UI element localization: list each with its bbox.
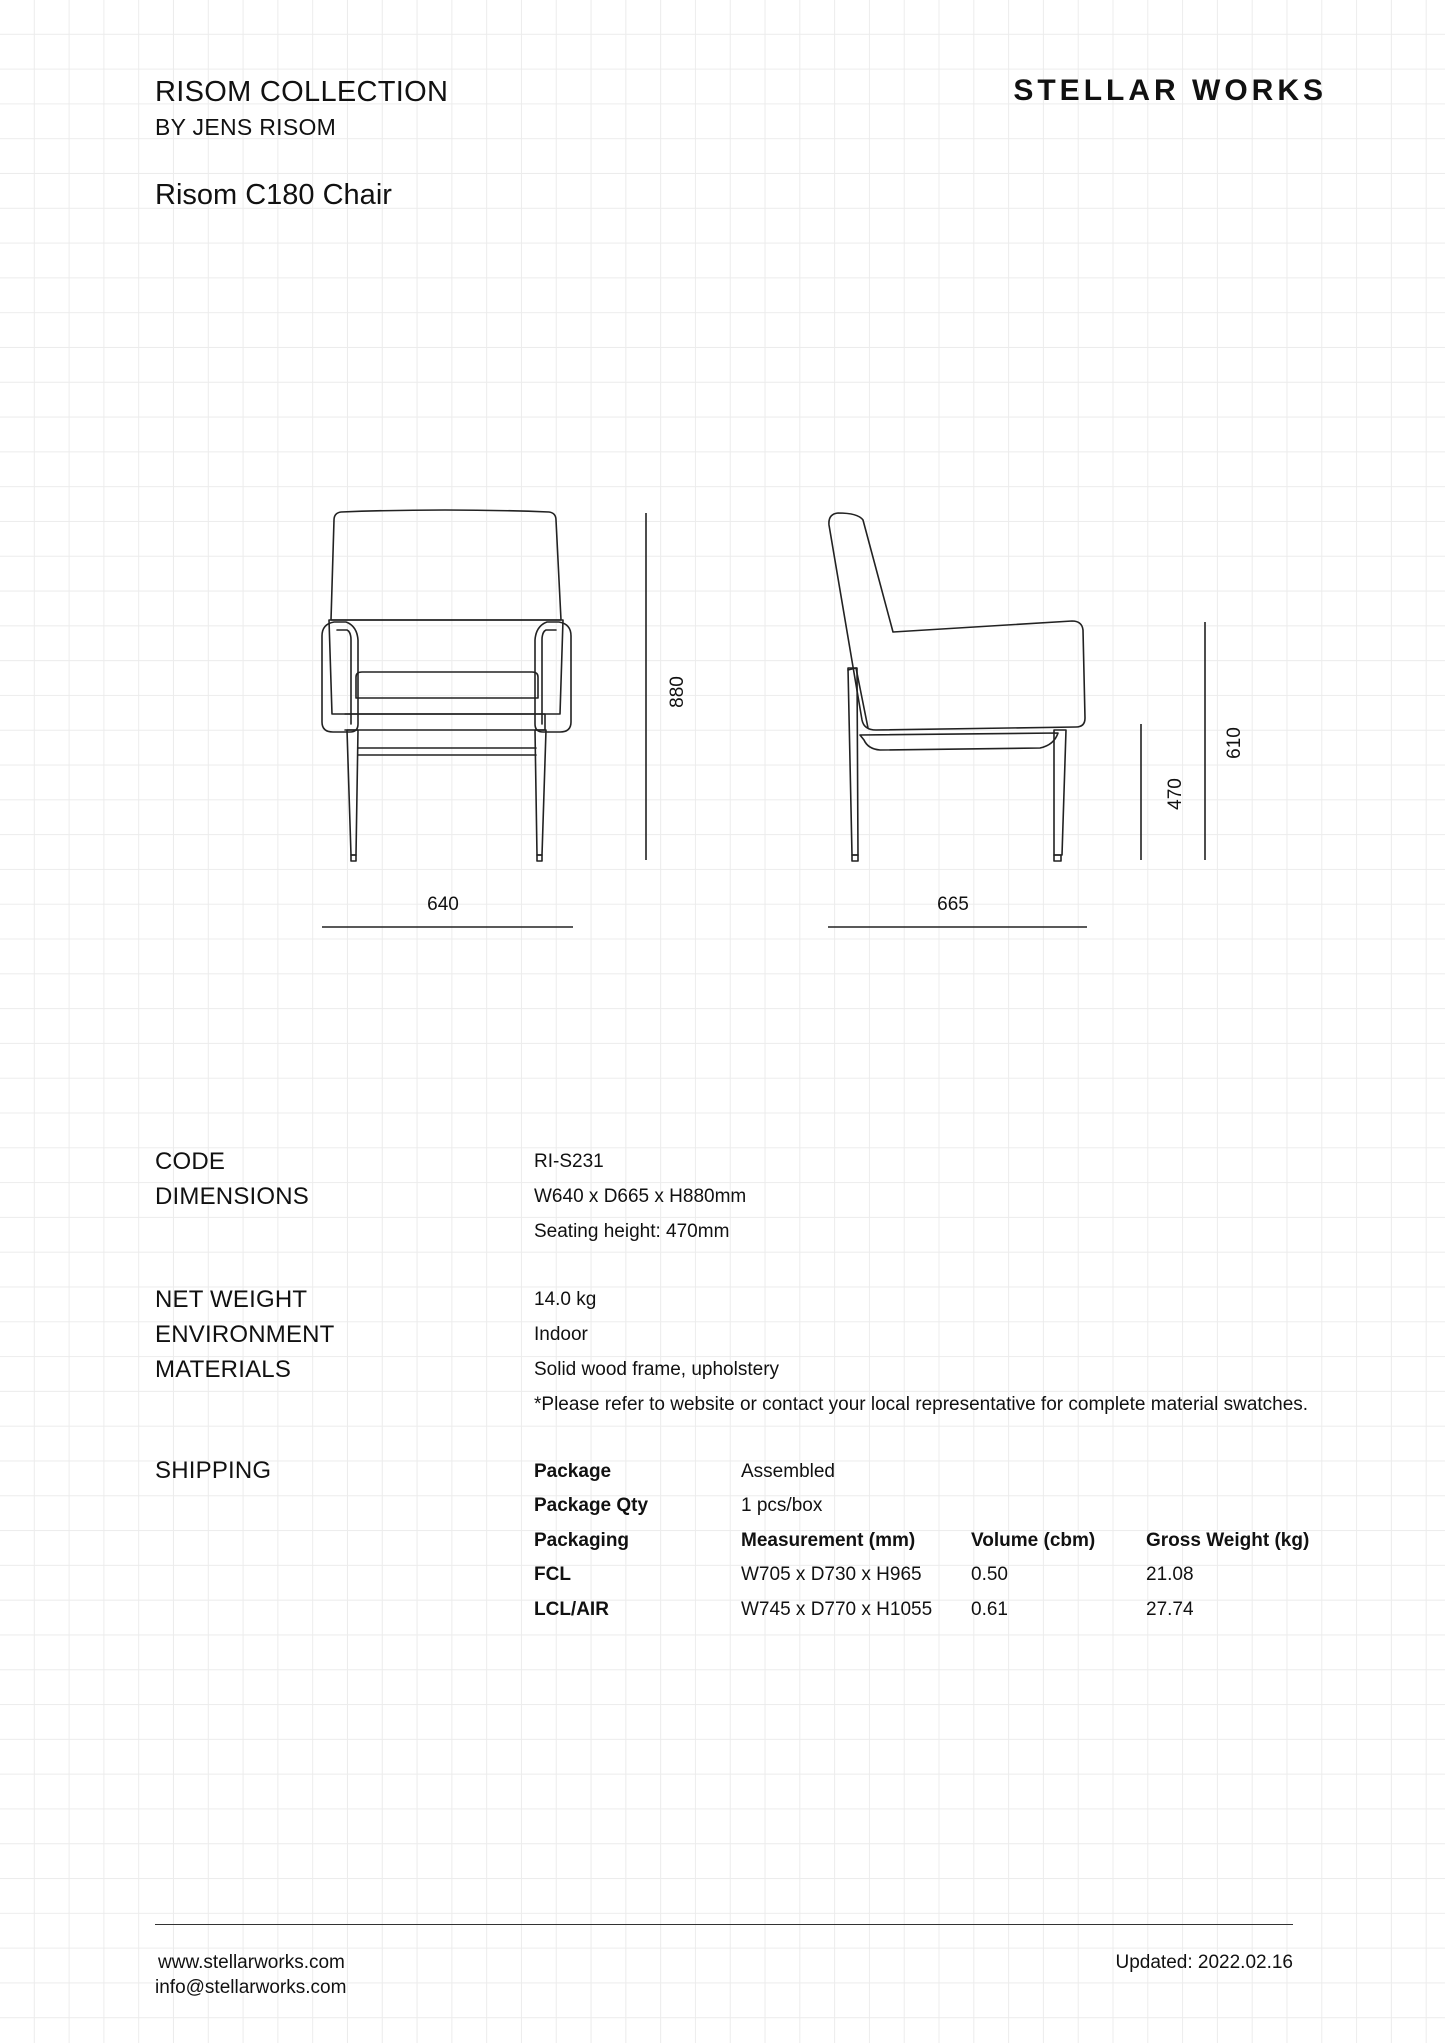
designer-subtitle: BY JENS RISOM	[155, 114, 337, 140]
table-row-fcl-volume: 0.50	[971, 1564, 1008, 1585]
table-row-lcl-measurement: W745 x D770 x H1055	[741, 1599, 933, 1620]
chair-drawing	[0, 0, 1445, 1000]
seating-height-value: Seating height: 470mm	[534, 1221, 730, 1242]
shipping-label: SHIPPING	[155, 1457, 272, 1484]
package-value: Assembled	[741, 1461, 835, 1482]
dimensions-label: DIMENSIONS	[155, 1183, 310, 1210]
materials-note: *Please refer to website or contact your local representative for complete material swatches.	[534, 1394, 1309, 1415]
table-row-fcl-weight: 21.08	[1146, 1564, 1194, 1585]
front-view-drawing	[322, 510, 571, 861]
materials-label: MATERIALS	[155, 1356, 292, 1383]
product-name: Risom C180 Chair	[155, 179, 392, 211]
side-depth-dimension: 665	[937, 894, 969, 915]
side-view-drawing	[829, 513, 1085, 861]
gross-weight-column-header: Gross Weight (kg)	[1146, 1530, 1310, 1551]
environment-label: ENVIRONMENT	[155, 1321, 335, 1348]
table-row-lcl-type: LCL/AIR	[534, 1599, 609, 1620]
volume-column-header: Volume (cbm)	[971, 1530, 1096, 1551]
seat-height-dimension: 470	[1165, 778, 1186, 810]
collection-title: RISOM COLLECTION	[155, 76, 449, 108]
materials-value: Solid wood frame, upholstery	[534, 1359, 780, 1380]
table-row-lcl-volume: 0.61	[971, 1599, 1008, 1620]
email-link[interactable]: info@stellarworks.com	[155, 1977, 347, 1998]
website-link[interactable]: www.stellarworks.com	[158, 1952, 345, 1973]
code-value: RI-S231	[534, 1151, 604, 1172]
front-width-dimension: 640	[427, 894, 459, 915]
code-label: CODE	[155, 1148, 226, 1175]
measurement-column-header: Measurement (mm)	[741, 1530, 916, 1551]
environment-value: Indoor	[534, 1324, 588, 1345]
arm-height-dimension: 610	[1224, 727, 1245, 759]
package-qty-value: 1 pcs/box	[741, 1495, 823, 1516]
package-qty-label: Package Qty	[534, 1495, 649, 1516]
package-label: Package	[534, 1461, 612, 1482]
overall-height-dimension: 880	[667, 676, 688, 708]
table-row-fcl-type: FCL	[534, 1564, 571, 1585]
net-weight-value: 14.0 kg	[534, 1289, 597, 1310]
updated-date: Updated: 2022.02.16	[1115, 1952, 1293, 1973]
table-row-fcl-measurement: W705 x D730 x H965	[741, 1564, 922, 1585]
packaging-column-header: Packaging	[534, 1530, 630, 1551]
footer-divider	[155, 1924, 1293, 1925]
brand-logo: STELLAR WORKS	[1013, 74, 1327, 107]
net-weight-label: NET WEIGHT	[155, 1286, 308, 1313]
table-row-lcl-weight: 27.74	[1146, 1599, 1194, 1620]
dimensions-value: W640 x D665 x H880mm	[534, 1186, 747, 1207]
dimension-lines	[322, 513, 1205, 927]
